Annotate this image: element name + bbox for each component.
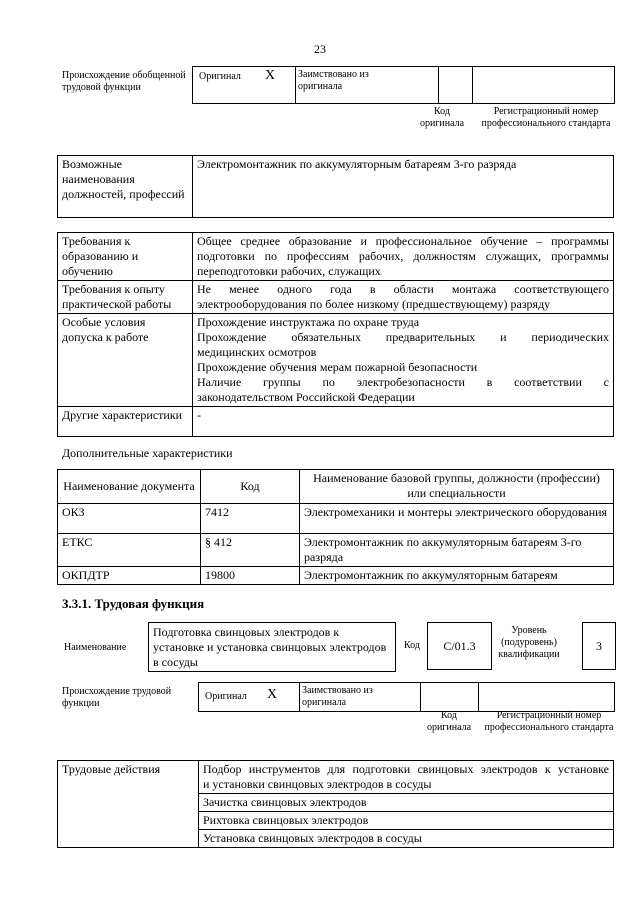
exp-line-2: электрооборудования по более низкому (предшествующему) разряду xyxy=(197,297,551,311)
origin-func-reg-cell xyxy=(478,682,615,712)
extra-row-name: Электромонтажник по аккумуляторным батареям 3-го разряда xyxy=(300,534,614,567)
extra-row-name: Электромонтажник по аккумуляторным батареям xyxy=(300,567,614,585)
extra-h-doc: Наименование документа xyxy=(58,470,201,504)
edu-value xyxy=(193,233,614,281)
origin-func-original: Оригинал xyxy=(205,691,247,702)
other-label: Другие характеристики xyxy=(58,407,193,437)
func-name-label: Наименование xyxy=(64,642,127,653)
cond-item-2a: Прохождение обязательных предварительных и периодических xyxy=(197,330,609,344)
origin-gen-borrowed-cell xyxy=(294,66,439,104)
origin-func-borrowed-cell xyxy=(298,682,421,712)
extra-table xyxy=(57,469,614,585)
actions-label: Трудовые действия xyxy=(58,761,199,848)
cond-item-1: Прохождение инструктажа по охране труда xyxy=(197,315,420,329)
extra-row-code: 19800 xyxy=(201,567,300,585)
cond-item-3: Прохождение обучения мерам пожарной безопасности xyxy=(197,360,478,374)
extra-row-name: Электромеханики и монтеры электрического оборудования xyxy=(300,504,614,534)
page-number: 23 xyxy=(314,42,326,56)
origin-func-original-cell xyxy=(198,682,300,712)
cond-item-4a: Наличие группы по электробезопасности в соответствии с xyxy=(197,375,609,389)
action-item: Рихтовка свинцовых электродов xyxy=(199,812,614,830)
func-name-value: Подготовка свинцовых электродов к установке и установка свинцовых электродов в сосуды xyxy=(148,622,396,672)
cond-item-4b: законодательством Российской Федерации xyxy=(197,390,415,404)
origin-func-label: Происхождение трудовой функции xyxy=(62,686,172,709)
cond-label: Особые условия допуска к работе xyxy=(58,314,193,407)
exp-label: Требования к опыту практической работы xyxy=(58,281,193,314)
requirements-table xyxy=(57,232,614,437)
origin-gen-borrowed: Заимствовано из оригинала xyxy=(298,69,369,92)
other-value: - xyxy=(193,407,614,437)
action-1-line-1: Подбор инструментов для подготовки свинцовых электродов к установке xyxy=(203,762,609,776)
origin-gen-original: Оригинал xyxy=(199,71,241,82)
func-level-value: 3 xyxy=(582,622,616,670)
edu-label: Требования к образованию и обучению xyxy=(58,233,193,281)
origin-func-reg-caption: Регистрационный номер профессионального стандарта xyxy=(484,710,614,733)
edu-line-2: подготовки по профессиям рабочих, должностям служащих, программы xyxy=(197,249,609,263)
origin-func-code-cell xyxy=(420,682,479,712)
origin-gen-code-cell xyxy=(438,66,473,104)
extra-row-code: § 412 xyxy=(201,534,300,567)
extra-row-doc: ЕТКС xyxy=(58,534,201,567)
origin-gen-mark: X xyxy=(265,68,276,83)
positions-label: Возможные наименования должностей, профессий xyxy=(58,156,193,218)
edu-line-1: Общее среднее образование и профессиональное обучение – программы xyxy=(197,234,609,248)
origin-func-borrowed: Заимствовано из оригинала xyxy=(302,685,373,708)
positions-table xyxy=(57,155,614,218)
origin-gen-label: Происхождение обобщенной трудовой функции xyxy=(62,70,186,93)
extra-row-code: 7412 xyxy=(201,504,300,534)
action-item xyxy=(199,761,614,794)
edu-line-3: переподготовки рабочих, служащих xyxy=(197,264,381,278)
exp-value xyxy=(193,281,614,314)
origin-func-code-caption: Код оригинала xyxy=(426,710,472,733)
actions-table xyxy=(57,760,614,848)
positions-value: Электромонтажник по аккумуляторным батареям 3-го разряда xyxy=(193,156,614,218)
exp-line-1: Не менее одного года в области монтажа соответствующего xyxy=(197,282,609,296)
extra-row-doc: ОКПДТР xyxy=(58,567,201,585)
cond-value xyxy=(193,314,614,407)
origin-gen-reg-cell xyxy=(472,66,615,104)
action-item: Зачистка свинцовых электродов xyxy=(199,794,614,812)
extra-heading: Дополнительные характеристики xyxy=(62,446,233,460)
origin-gen-reg-caption: Регистрационный номер профессионального стандарта xyxy=(481,106,611,129)
cond-item-2b: медицинских осмотров xyxy=(197,345,317,359)
origin-gen-original-cell xyxy=(192,66,296,104)
extra-row-doc: ОКЗ xyxy=(58,504,201,534)
extra-h-name: Наименование базовой группы, должности (профессии) или специальности xyxy=(300,470,614,504)
origin-gen-code-caption: Код оригинала xyxy=(419,106,465,129)
func-code-label: Код xyxy=(404,640,420,651)
func-heading: 3.3.1. Трудовая функция xyxy=(62,596,205,611)
func-code-value: C/01.3 xyxy=(427,622,492,670)
func-level-label: Уровень (подуровень) квалификации xyxy=(498,625,560,660)
action-1-line-2: и установки свинцовых электродов в сосуды xyxy=(203,777,432,791)
action-item: Установка свинцовых электродов в сосуды xyxy=(199,830,614,848)
extra-h-code: Код xyxy=(201,470,300,504)
origin-func-mark: X xyxy=(267,687,278,702)
